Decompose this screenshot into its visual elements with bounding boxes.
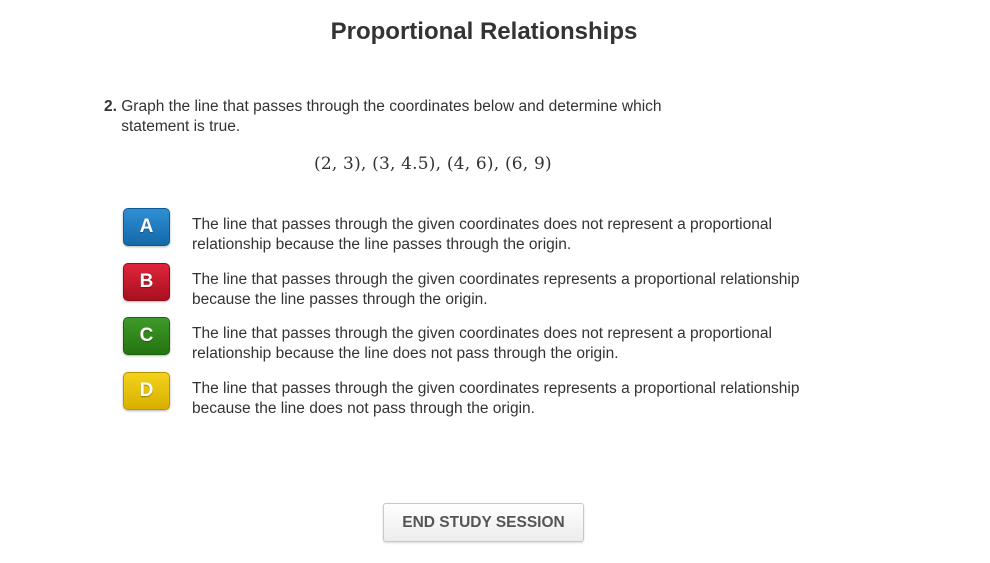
- choice-a-text[interactable]: The line that passes through the given coordinates does not represent a proportional relationship because the line passes through the origin.: [192, 216, 772, 253]
- end-study-session-button[interactable]: END STUDY SESSION: [383, 503, 584, 542]
- coordinate-list: (2, 3), (3, 4.5), (4, 6), (6, 9): [314, 154, 552, 174]
- choice-b-badge[interactable]: B: [123, 263, 170, 301]
- choice-d[interactable]: [123, 372, 823, 417]
- choice-d-badge[interactable]: D: [123, 372, 170, 410]
- choice-c[interactable]: [123, 317, 823, 362]
- question-text: Graph the line that passes through the coordinates below and determine which statement is true.: [121, 98, 662, 135]
- choice-a-badge[interactable]: A: [123, 208, 170, 246]
- answer-choices: [123, 208, 823, 426]
- page-title: Proportional Relationships: [330, 18, 638, 45]
- question-number: 2.: [104, 98, 117, 115]
- choice-d-text[interactable]: The line that passes through the given coordinates represents a proportional relationship because the line does not pass through the origin.: [192, 379, 800, 417]
- choice-b[interactable]: [123, 263, 823, 308]
- question-prompt: [104, 97, 704, 137]
- choice-c-badge[interactable]: C: [123, 317, 170, 355]
- choice-a[interactable]: [123, 208, 823, 253]
- choice-b-text[interactable]: The line that passes through the given coordinates represents a proportional relationship because the line passes through the origin.: [192, 270, 800, 308]
- choice-c-text[interactable]: The line that passes through the given coordinates does not represent a proportional relationship because the line does not pass through the origin.: [192, 325, 772, 362]
